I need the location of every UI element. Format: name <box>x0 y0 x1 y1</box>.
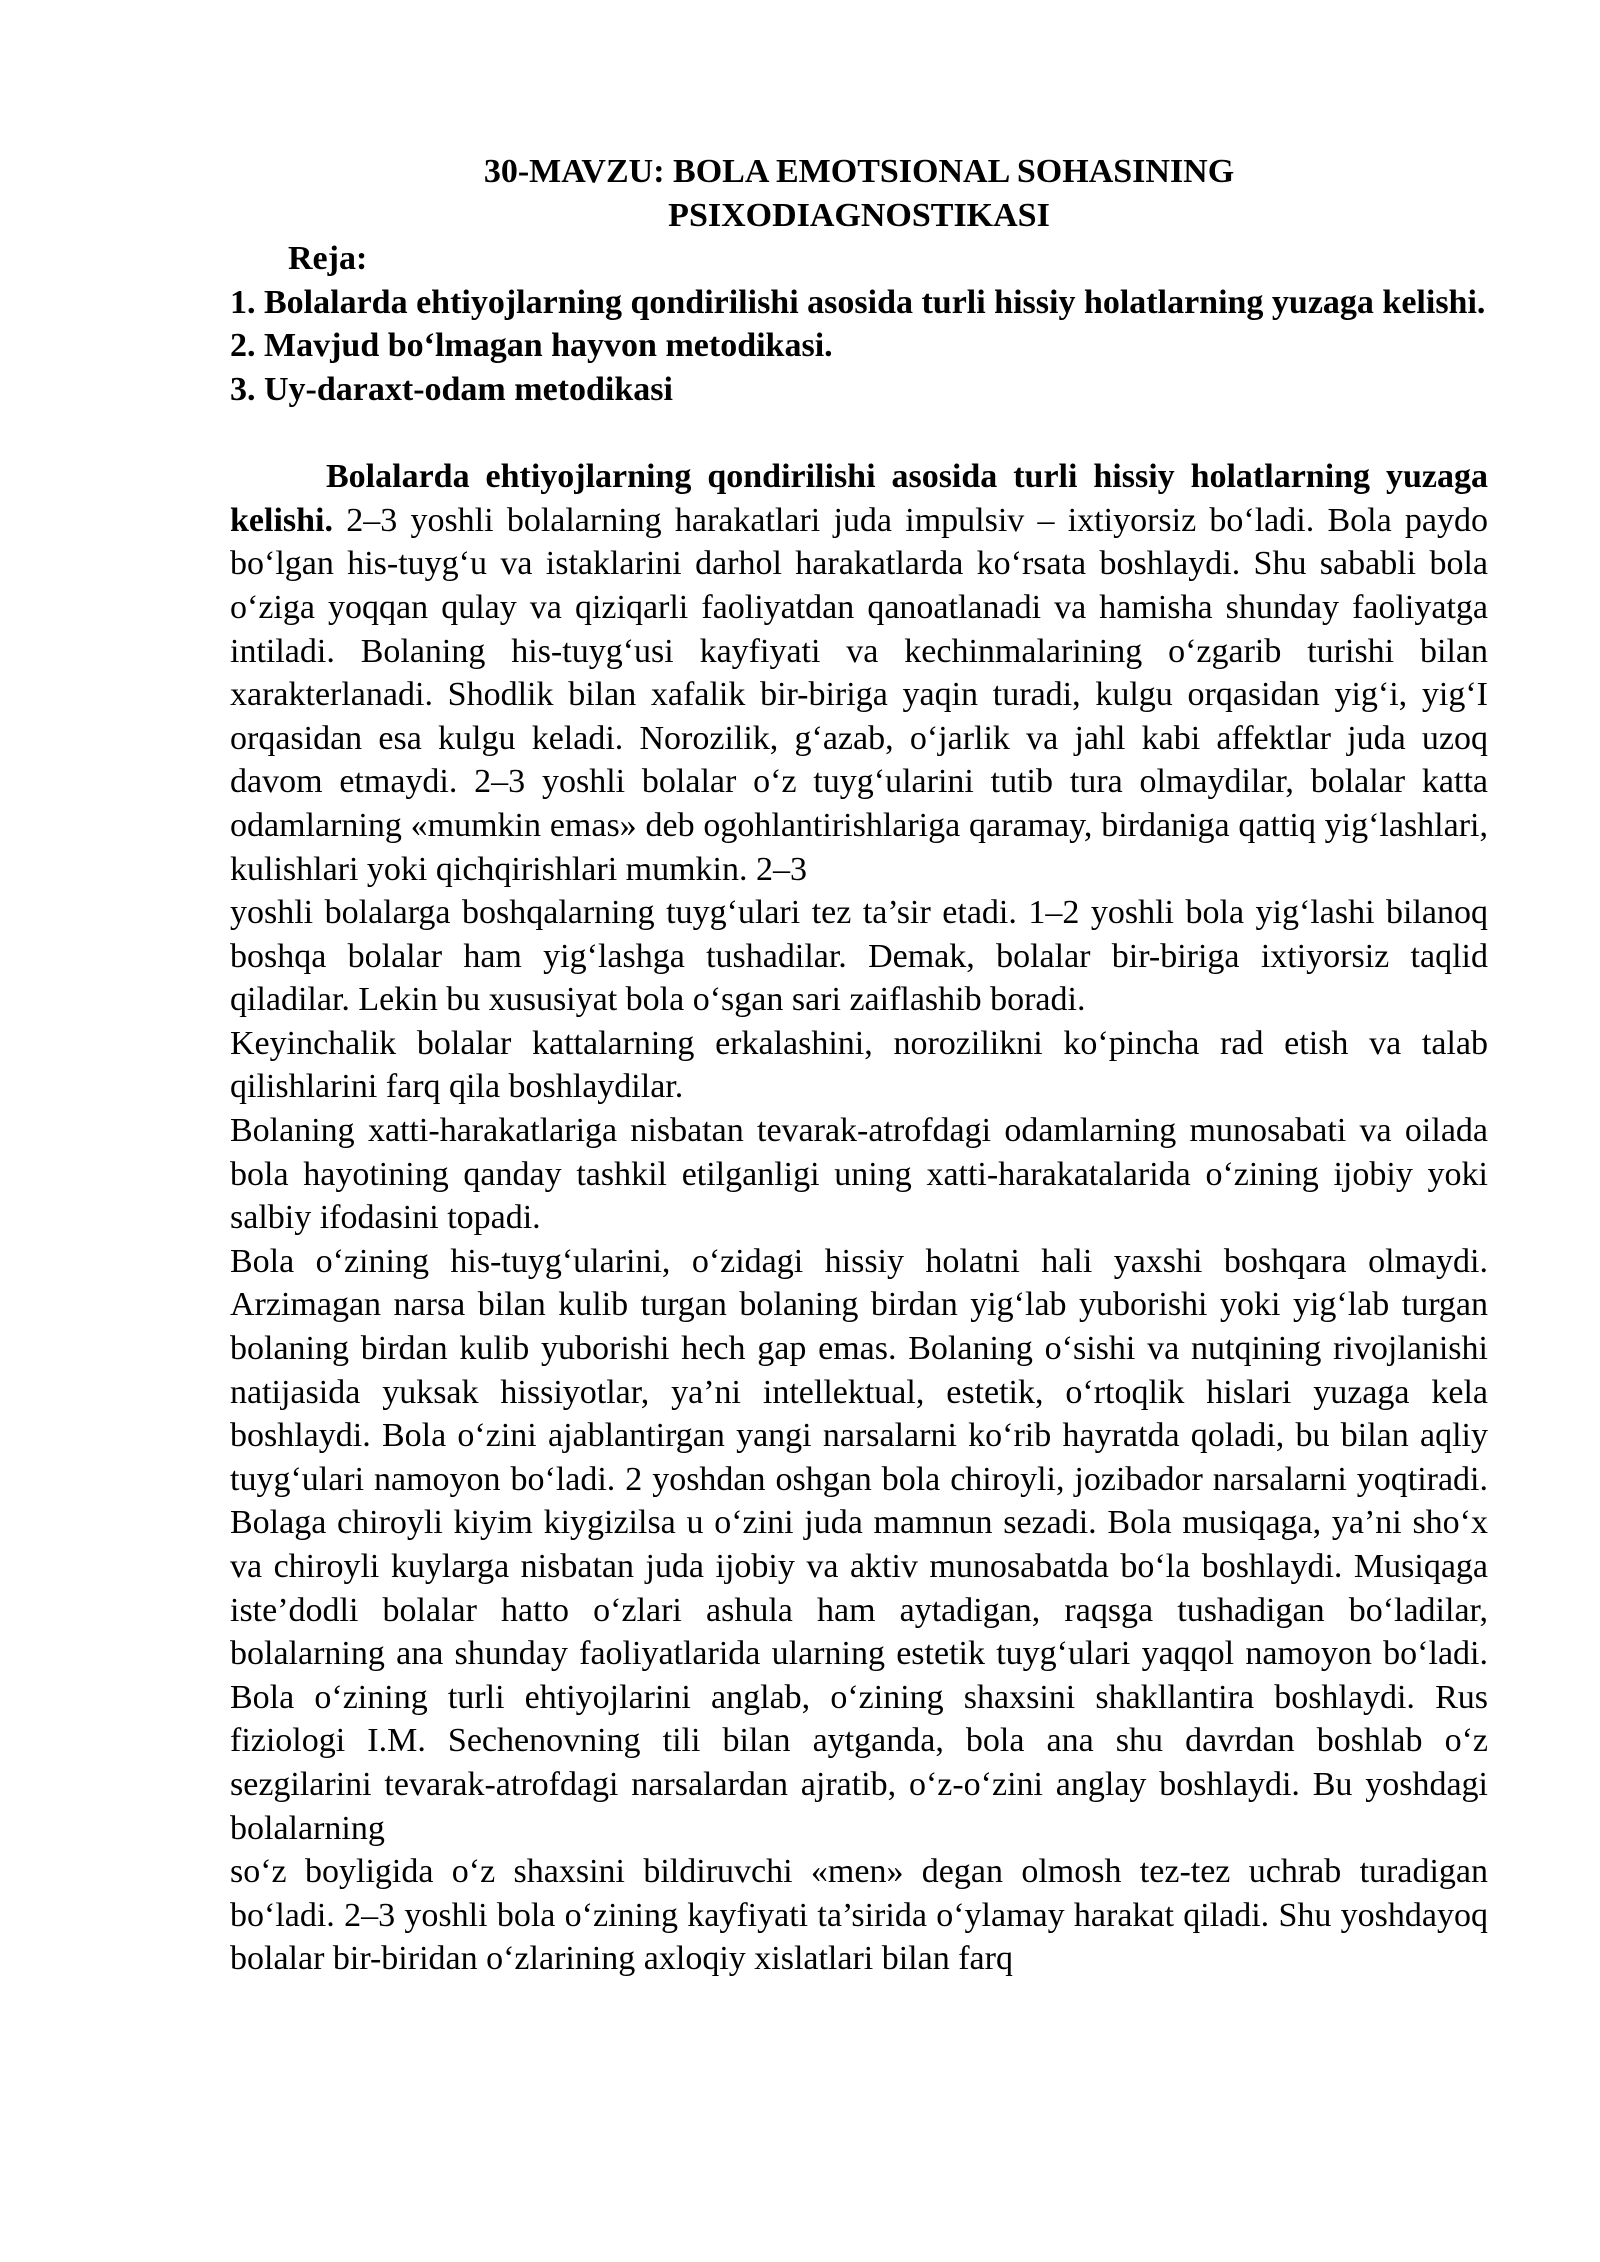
page-title <box>230 150 1488 237</box>
paragraph-6: so‘z boyligida o‘z shaxsini bildiruvchi «men» degan olmosh tez-tez uchrab turadigan bo‘ladi. 2–3 yoshli bola o‘zining kayfiyati ta’sirida o‘ylamay harakat qiladi. Shu yoshdayoq bolalar bir-biridan o‘zlarining axloqiy xislatlari bilan farq <box>230 1853 1488 1978</box>
spacer <box>230 412 1488 456</box>
plan-heading: Reja: <box>288 240 368 278</box>
paragraph-2: yoshli bolalarga boshqalarning tuyg‘ulari tez ta’sir etadi. 1–2 yoshli bola yig‘lashi bilanoq boshqa bolalar ham yig‘lashga tushadilar. Demak, bolalar bir-biriga ixtiyorsiz taqlid qiladilar. Lekin bu xususiyat bola o‘sgan sari zaiflashib boradi. <box>230 894 1488 1019</box>
title-line-2: PSIXODIAGNOSTIKASI <box>668 196 1050 234</box>
paragraph-5: Bola o‘zining his-tuyg‘ularini, o‘zidagi hissiy holatni hali yaxshi boshqara olmaydi. Arzimagan narsa bilan kulib turgan bolaning birdan yig‘lab yuborishi yoki yig‘lab turgan bolaning birdan kulib yuborishi hech gap emas. Bolaning o‘sishi va nutqining rivojlanishi natijasida yuksak hissiyotlar, ya’ni intellektual, estetik, o‘rtoqlik hislari yuzaga kela boshlaydi. Bola o‘zini ajablantirgan yangi narsalarni ko‘rib hayratda qoladi, bu bilan aqliy tuyg‘ulari namoyon bo‘ladi. 2 yoshdan oshgan bola chiroyli, jozibador narsalarni yoqtiradi. Bolaga chiroyli kiyim kiygizilsa u o‘zini juda mamnun sezadi. Bola musiqaga, ya’ni sho‘x va chiroyli kuylarga nisbatan juda ijobiy va aktiv munosabatda bo‘la boshlaydi. Musiqaga iste’dodli bolalar hatto o‘zlari ashula ham aytadigan, raqsga tushadigan bo‘ladilar, bolalarning ana shunday faoliyatlarida ularning estetik tuyg‘ulari yaqqol namoyon bo‘ladi. Bola o‘zining turli ehtiyojlarini anglab, o‘zining shaxsini shakllantira boshlaydi. Rus fiziologi I.M. Sechenovning tili bilan aytganda, bola ana shu davrdan boshlab o‘z sezgilarini tevarak-atrofdagi narsalardan ajratib, o‘z-o‘zini anglay boshlaydi. Bu yoshdagi bolalarning <box>230 1242 1488 1847</box>
plan-item-1: 1. Bolalarda ehtiyojlarning qondirilishi asosida turli hissiy holatlarning yuzaga kelishi. <box>230 283 1486 321</box>
plan-list <box>230 281 1488 412</box>
paragraph-4: Bolaning xatti-harakatlariga nisbatan tevarak-atrofdagi odamlarning munosabati va oilada bola hayotining qanday tashkil etilganligi uning xatti-harakatalarida o‘zining ijobiy yoki salbiy ifodasini topadi. <box>230 1112 1488 1237</box>
paragraph-1-lead: Bolalarda ehtiyojlarning qondirilishi asosida turli hissiy holatlarning yuzaga kelishi. <box>230 458 1488 539</box>
paragraph-1 <box>230 455 1488 891</box>
paragraph-1-text: 2–3 yoshli bolalarning harakatlari juda impulsiv – ixtiyorsiz bo‘ladi. Bola paydo bo‘lgan his-tuyg‘u va istaklarini darhol harakatlarda ko‘rsata boshlaydi. Shu sababli bola o‘ziga yoqqan qulay va qiziqarli faoliyatdan qanoatlanadi va hamisha shunday faoliyatga intiladi. Bolaning his-tuyg‘usi kayfiyati va kechinmalarining o‘zgarib turishi bilan xarakterlanadi. Shodlik bilan xafalik bir-biriga yaqin turadi, kulgu orqasidan yig‘i, yig‘I orqasidan esa kulgu keladi. Norozilik, g‘azab, o‘jarlik va jahl kabi affektlar juda uzoq davom etmaydi. 2–3 yoshli bolalar o‘z tuyg‘ularini tutib tura olmaydilar, bolalar katta odamlarning «mumkin emas» deb ogohlantirishlariga qaramay, birdaniga qattiq yig‘lashlari, kulishlari yoki qichqirishlari mumkin. 2–3 <box>230 501 1488 888</box>
plan-item-3: 3. Uy-daraxt-odam metodikasi <box>230 370 673 408</box>
document-body <box>230 150 1488 1981</box>
plan-item-2: 2. Mavjud bo‘lmagan hayvon metodikasi. <box>230 327 833 365</box>
paragraph-3: Keyinchalik bolalar kattalarning erkalashini, norozilikni ko‘pincha rad etish va talab qilishlarini farq qila boshlaydilar. <box>230 1024 1488 1106</box>
title-line-1: 30-MAVZU: BOLA EMOTSIONAL SOHASINING <box>483 153 1235 190</box>
